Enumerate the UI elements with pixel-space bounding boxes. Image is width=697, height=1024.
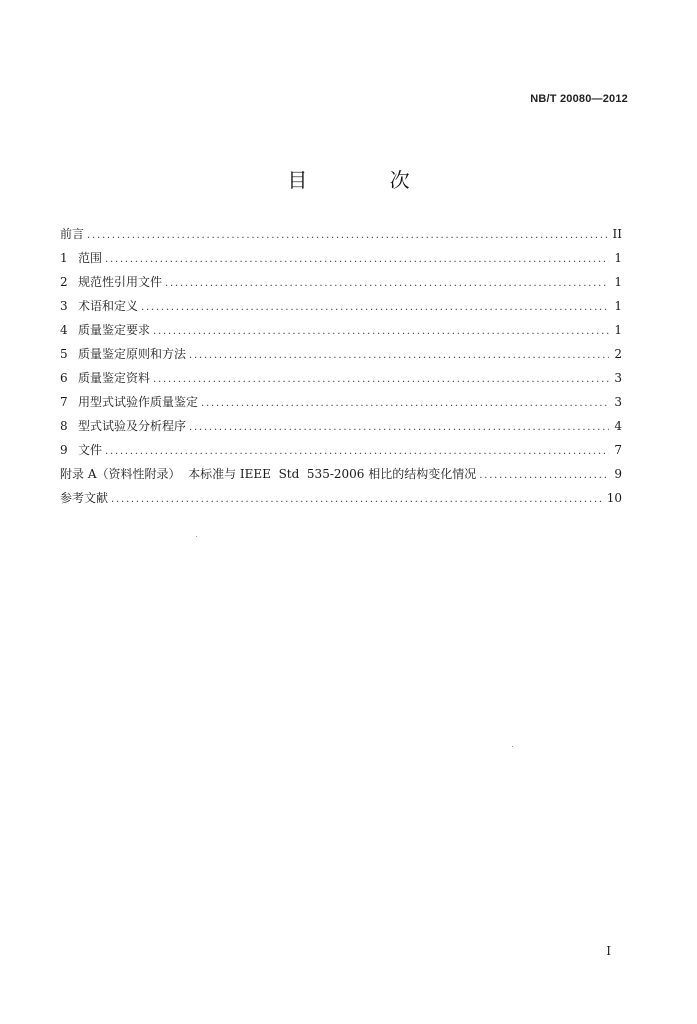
toc-entry-page: 1 [614,323,622,337]
toc-leader-dots [153,320,609,344]
toc-entry-foreword[interactable] [60,222,622,246]
toc-entry-qualification-requirements[interactable] [60,318,622,342]
toc-leader-dots [201,392,609,416]
toc-entry-appendix-a[interactable] [60,462,622,486]
toc-entry-number: 2 [60,275,68,289]
toc-leader-dots [87,224,609,248]
toc-entry-number: 9 [60,443,68,457]
toc-entry-label: 用型式试验作质量鉴定 [78,395,199,409]
toc-entry-terms-definitions[interactable] [60,294,622,318]
toc-entry-label: 范围 [78,251,103,265]
toc-entry-label: 规范性引用文件 [78,275,163,289]
scan-speck [512,746,513,747]
toc-entry-type-test-qualification[interactable] [60,390,622,414]
toc-leader-dots [105,440,609,464]
toc-entry-number: 4 [60,323,68,337]
toc-leader-dots [105,248,609,272]
toc-entry-principles-methods[interactable] [60,342,622,366]
toc-entry-page: II [612,227,622,241]
toc-entry-number: 6 [60,371,68,385]
toc-entry-label: 质量鉴定资料 [78,371,151,385]
toc-entry-label: 术语和定义 [78,299,139,313]
toc-leader-dots [141,296,609,320]
toc-entry-number: 8 [60,419,68,433]
toc-entry-number: 3 [60,299,68,313]
toc-entry-page: 1 [614,299,622,313]
toc-entry-page: 9 [614,467,622,481]
toc-entry-page: 1 [614,251,622,265]
toc-leader-dots [153,368,609,392]
toc-entry-page: 10 [606,491,622,505]
toc-entry-label: 质量鉴定原则和方法 [78,347,187,361]
toc-leader-dots [111,488,604,512]
toc-entry-page: 3 [614,371,622,385]
toc-entry-label: 质量鉴定要求 [78,323,151,337]
page-number: I [606,944,611,958]
toc-entry-number: 5 [60,347,68,361]
toc-entry-label: 附录 A（资料性附录） 本标准与 IEEE Std 535-2006 相比的结构变化情况 [60,467,477,481]
toc-leader-dots [165,272,609,296]
scan-speck [196,536,197,537]
toc-leader-dots [189,344,609,368]
standard-code: NB/T 20080—2012 [530,93,628,105]
toc-entry-documentation[interactable] [60,438,622,462]
toc-entry-label: 文件 [78,443,103,457]
toc-entry-normative-references[interactable] [60,270,622,294]
toc-entry-label: 参考文献 [60,491,109,505]
toc-entry-page: 4 [614,419,622,433]
toc-entry-page: 3 [614,395,622,409]
toc-entry-qualification-documents[interactable] [60,366,622,390]
toc-entry-type-test-procedure[interactable] [60,414,622,438]
toc-entry-label: 型式试验及分析程序 [78,419,187,433]
toc-entry-page: 1 [614,275,622,289]
toc-entry-number: 7 [60,395,68,409]
toc-entry-page: 2 [614,347,622,361]
toc-entry-page: 7 [614,443,622,457]
toc-entry-bibliography[interactable] [60,486,622,510]
page-title: 目 次 [287,168,448,192]
toc-entry-number: 1 [60,251,68,265]
toc-entry-scope[interactable] [60,246,622,270]
table-of-contents [60,222,622,510]
toc-leader-dots [479,464,609,488]
toc-entry-label: 前言 [60,227,85,241]
toc-leader-dots [189,416,609,440]
